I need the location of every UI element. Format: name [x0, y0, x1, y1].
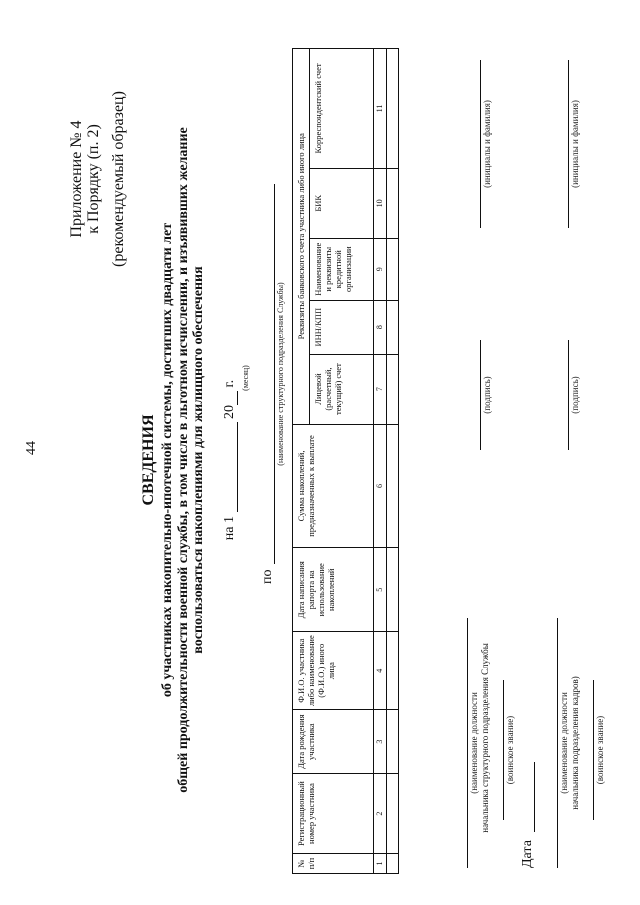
table-cell[interactable] — [387, 354, 399, 424]
col-number: 7 — [374, 354, 387, 424]
date-label: Дата — [520, 840, 535, 868]
service-caption: (наименование структурного подразделения Службы) — [276, 282, 285, 466]
year-suffix: г. — [222, 379, 237, 388]
position-caption-2: (наименование должности — [559, 692, 569, 794]
participants-table — [292, 48, 399, 874]
table-cell[interactable] — [387, 774, 399, 854]
date-prefix: на 1 — [222, 515, 237, 541]
col-number: 8 — [374, 300, 387, 354]
document-title: СВЕДЕНИЯ — [140, 414, 157, 506]
subtitle-line-1: об участниках накопительно-ипотечной системы, достигших двадцати лет — [160, 222, 175, 698]
appendix-title: Приложение № 4 — [68, 120, 85, 238]
name-caption-2: (инициалы и фамилия) — [570, 100, 580, 188]
name-caption-1: (инициалы и фамилия) — [482, 100, 492, 188]
table-cell[interactable] — [387, 632, 399, 710]
col-number: 6 — [374, 424, 387, 548]
rank-blank-1[interactable] — [503, 680, 504, 820]
col-number: 5 — [374, 548, 387, 632]
name-blank-1[interactable] — [480, 60, 481, 228]
sample-note: (рекомендуемый образец) — [110, 91, 127, 267]
month-caption: (месяц) — [241, 365, 250, 391]
subtitle-line-2: общей продолжительности военной службы, в том числе в льготном исчислении, и изъявивших желание — [175, 127, 191, 793]
col-number: 11 — [374, 49, 387, 169]
year-prefix: 20 — [222, 404, 237, 419]
signature-caption-2: (подпись) — [570, 376, 580, 414]
table-row — [387, 49, 399, 874]
position-blank-2[interactable] — [557, 618, 558, 868]
table-cell[interactable] — [387, 300, 399, 354]
document-subtitle — [160, 40, 207, 880]
po-label: по — [260, 569, 275, 584]
header-corr-account: Корреспондентский счет — [310, 49, 374, 169]
header-bank-details: Реквизиты банковского счета участника либо иного лица — [293, 49, 310, 425]
rotated-form-sheet — [60, 40, 620, 880]
header-reg-number: Регистрационный номер участника — [293, 774, 374, 854]
header-account: Лицевой (расчетный, текущий) счет — [310, 354, 374, 424]
table-cell[interactable] — [387, 710, 399, 774]
position-caption-1b: начальника структурного подразделения Службы — [480, 643, 490, 833]
table-cell[interactable] — [387, 548, 399, 632]
position-caption-1: (наименование должности — [469, 692, 479, 794]
report-date-line — [222, 40, 238, 880]
signature-blank-1[interactable] — [480, 340, 481, 450]
table-cell[interactable] — [387, 168, 399, 238]
header-fio: Ф.И.О. участника либо наименование (Ф.И.О.) иного лица — [293, 632, 374, 710]
signature-caption-1: (подпись) — [482, 376, 492, 414]
column-number-row — [374, 49, 387, 874]
name-blank-2[interactable] — [568, 60, 569, 228]
col-number: 3 — [374, 710, 387, 774]
header-bank-name: Наименование и реквизиты кредитной организации — [310, 238, 374, 300]
subtitle-line-3: воспользоваться накоплениями для жилищного обеспечения — [191, 266, 206, 654]
header-inn-kpp: ИНН/КПП — [310, 300, 374, 354]
header-birth-date: Дата рождения участника — [293, 710, 374, 774]
rank-blank-2[interactable] — [593, 680, 594, 820]
col-number: 10 — [374, 168, 387, 238]
table-cell[interactable] — [387, 424, 399, 548]
service-name-blank[interactable] — [274, 184, 275, 564]
year-blank[interactable] — [224, 391, 238, 405]
page-number: 44 — [24, 441, 39, 455]
table-cell[interactable] — [387, 854, 399, 874]
rank-caption-2: (воинское звание) — [595, 715, 605, 785]
date-blank[interactable] — [534, 762, 535, 832]
position-blank-1[interactable] — [467, 618, 468, 868]
signature-blank-2[interactable] — [568, 340, 569, 450]
col-number: 9 — [374, 238, 387, 300]
table-cell[interactable] — [387, 238, 399, 300]
header-report-date: Дата написания рапорта на использование накоплений — [293, 548, 374, 632]
col-number: 2 — [374, 774, 387, 854]
col-number: 1 — [374, 854, 387, 874]
month-blank[interactable] — [224, 422, 238, 512]
header-savings-sum: Сумма накоплений, предназначенных к выплате — [293, 424, 374, 548]
header-num: № п/п — [293, 854, 374, 874]
header-bik: БИК — [310, 168, 374, 238]
appendix-block — [68, 64, 127, 294]
rank-caption-1: (воинское звание) — [505, 715, 515, 785]
appendix-reference: к Порядку (п. 2) — [85, 124, 102, 234]
position-caption-2b: начальника подразделения кадров) — [570, 676, 580, 810]
table-cell[interactable] — [387, 49, 399, 169]
col-number: 4 — [374, 632, 387, 710]
